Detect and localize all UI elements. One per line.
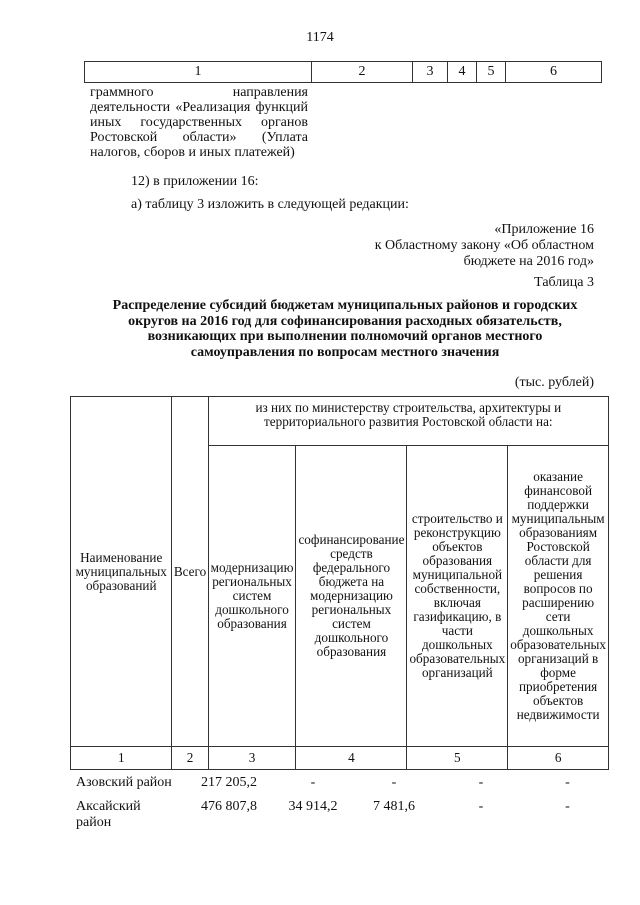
item-a: а) таблицу 3 изложить в следующей редакции: [131, 197, 409, 212]
top-col-4: 4 [448, 62, 477, 83]
title-line-4: самоуправления по вопросам местного значения [190, 344, 500, 360]
header-group: из них по министерству строительства, архитектуры и территориального развития Ростовской области на: [208, 397, 608, 446]
row-c3: - [310, 775, 316, 790]
row-c3: 34 914,2 [288, 799, 338, 814]
top-col-6: 6 [506, 62, 602, 83]
title-line-3: возникающих при выполнении полномочий органов местного [147, 329, 543, 344]
units-note: (тыс. рублей) [514, 375, 594, 390]
top-col-2: 2 [312, 62, 413, 83]
header-col6: оказание финансовой поддержки муниципальным образованиям Ростовской области для решения вопросов по расширению сети дошкольных образовательных организаций в форме приобретения объектов недвижимости [508, 446, 609, 747]
continued-row-text: граммного направления деятельности «Реализация функций иных государственных органов Ростовской области» (Уплата налогов, сборов и иных платежей) [90, 85, 308, 160]
header-col3: модернизацию региональных систем дошкольного образования [208, 446, 296, 747]
num-6: 6 [508, 747, 609, 770]
row-c4: 7 481,6 [373, 799, 415, 814]
header-col4: софинансирование средств федерального бюджета на модернизацию региональных систем дошкольного образования [296, 446, 407, 747]
row-name: Аксайский район [76, 799, 141, 830]
num-4: 4 [296, 747, 407, 770]
table-label: Таблица 3 [534, 275, 594, 290]
title-line-1: Распределение субсидий бюджетам муниципальных районов и городских [112, 298, 578, 313]
top-col-1: 1 [85, 62, 312, 83]
row-c5: - [478, 799, 484, 814]
row-total: 476 807,8 [201, 799, 257, 814]
appendix-line-3: бюджете на 2016 год» [463, 254, 594, 269]
item-12: 12) в приложении 16: [131, 174, 259, 189]
top-col-3: 3 [413, 62, 448, 83]
num-2: 2 [172, 747, 208, 770]
row-c5: - [478, 775, 484, 790]
top-table-header [84, 61, 602, 83]
header-col5: строительство и реконструкцию объектов образования муниципальной собственности, включая газификацию, в части дошкольных образовательных организаций [407, 446, 508, 747]
table-title [80, 298, 610, 360]
num-5: 5 [407, 747, 508, 770]
top-col-5: 5 [477, 62, 506, 83]
row-name: Азовский район [76, 775, 172, 790]
row-c6: - [565, 799, 570, 814]
title-line-2: округов на 2016 год для софинансирования расходных обязательств, [128, 313, 562, 329]
header-total: Всего [172, 397, 208, 747]
header-name: Наименование муниципальных образований [71, 397, 172, 747]
appendix-line-1: «Приложение 16 [494, 222, 594, 237]
subsidy-table [70, 396, 609, 770]
page-number: 1174 [306, 30, 334, 45]
num-1: 1 [71, 747, 172, 770]
row-c6: - [565, 775, 570, 790]
num-3: 3 [208, 747, 296, 770]
row-total: 217 205,2 [201, 775, 257, 790]
appendix-line-2: к Областному закону «Об областном [374, 238, 594, 253]
row-c4: - [391, 775, 397, 790]
